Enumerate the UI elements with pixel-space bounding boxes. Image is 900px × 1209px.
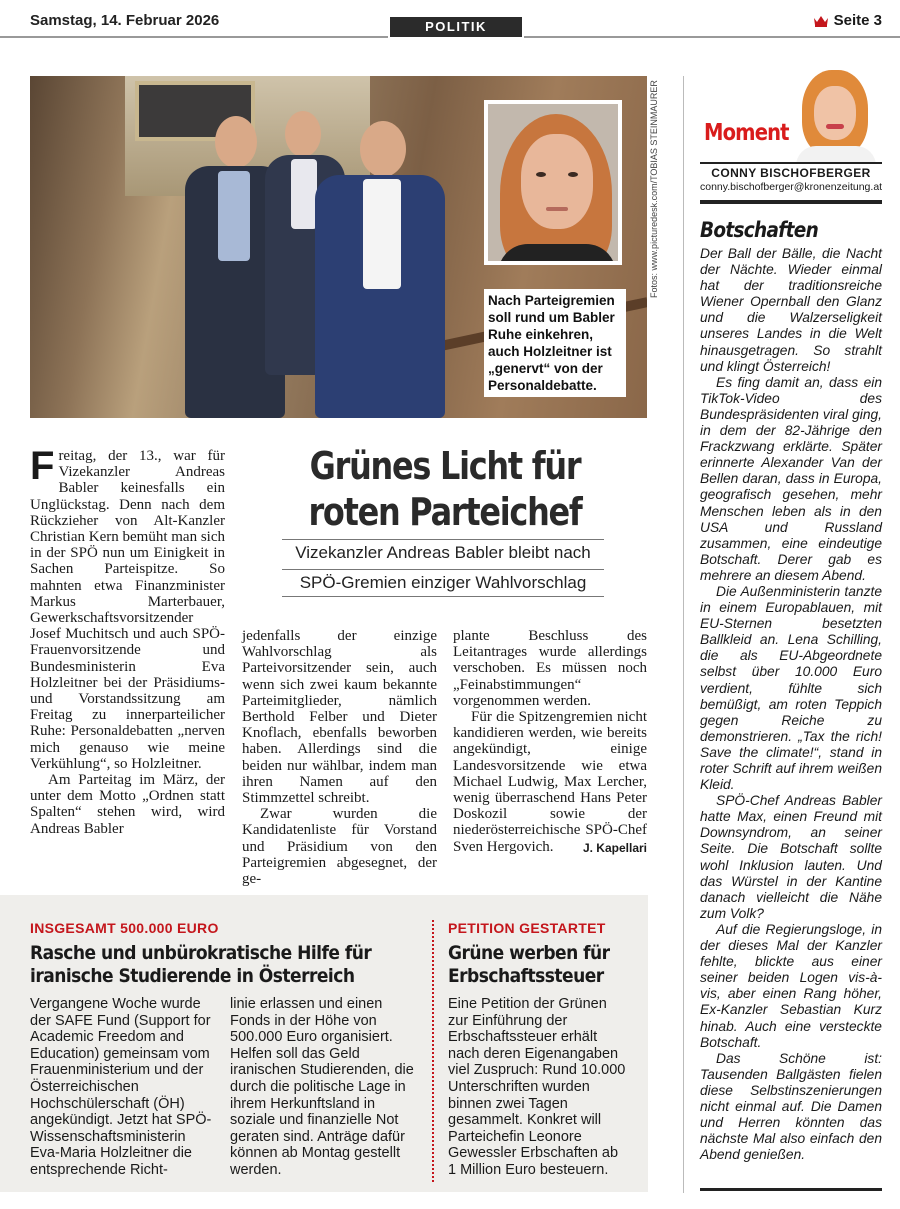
box-right-text: Eine Petition der Grünen zur Einführung der Erbschaftssteuer erhält nach deren Eigenangaben viel Zuspruch: Rund 10.000 Unterschriften wurden binnen zwei Tagen gesammelt. Konkret will Parteichefin Leonore Gewessler Erbschaften ab 1 Million Euro besteuern.	[448, 996, 626, 1178]
paragraph: Auf die Regierungsloge, in der dieses Mal der Kanzler fehlte, blickte aus einer seiner beiden Logen vis-à-vis, aber einen Rang höher, Ex-Kanzler Sebastian Kurz hinab. Auch eine versteckte Botschaft.	[700, 921, 882, 1050]
headline-line-2: roten Parteichef	[308, 490, 582, 534]
sidebar-divider	[683, 76, 684, 1193]
author-photo	[788, 66, 882, 162]
article-column-1	[30, 444, 225, 837]
paragraph: plante Beschluss des Leitantrages wurde allerdings verschoben. Es müssen noch „Feinabstimmungen“ vorgenommen werden.	[453, 628, 647, 709]
box-left-text-col-2: linie erlassen und einen Fonds in der Höhe von 500.000 Euro organisiert. Helfen soll das Geld iranischen Studierenden, die durch die politische Lage in ihrem Herkunftsland in soziale und finanzielle Not geraten sind. Anträge dafür können ab Montag gestellt werden.	[230, 996, 414, 1178]
box-divider	[432, 920, 434, 1182]
article-column-3	[453, 628, 647, 856]
paragraph: SPÖ-Chef Andreas Babler hatte Max, einen Freund mit Downsyndrom, an seiner Seite. Die Botschaft sollte wohl Inklusion lauten. Und das Würstel in der Kantine danach vielleicht die Nähe zum Volk?	[700, 793, 882, 921]
paragraph: reitag, der 13., war für Vizekanzler Andreas Babler keinesfalls ein Unglückstag. Denn nach dem Rückzieher von Alt-Kanzler Christian Kern bemüht man sich in der SPÖ nun um Einigkeit in Sachen Parteispitze. So mahnten etwa Finanzminister Markus Marterbauer, Gewerkschaftsvorsitzender Josef Muchitsch und auch SPÖ-Frauenvorsitzende und Bundesministerin Eva Holzleitner bei der Präsidiums- und Vorstandssitzung am Freitag zu innerparteilicher Ruhe: Personaldebatten „nerven mich genauso wie meine Verkühlung“, so Holzleitner.	[30, 448, 225, 772]
photo-credit	[647, 76, 661, 306]
headline-line-1: Grünes Licht für	[309, 444, 581, 488]
box-right-headline-line-1: Grüne werben für	[448, 942, 610, 964]
paragraph: Es fing damit an, dass ein TikTok-Video des Bundespräsidenten viral ging, in dem der 82-Jährige den Frackzwang erklärte. Später erinnerte Alexander Van der Bellen daran, dass in Europa, geografisch gesehen, mehr Menschen leben als in den USA und Russland zusammen, eine eindeutige Botschaft. Derer gab es mehrere an diesem Abend.	[700, 374, 882, 583]
column-author-email: conny.bischofberger@kronenzeitung.at	[700, 181, 883, 193]
article-author: J. Kapellari	[582, 840, 647, 855]
column-logo: Moment	[704, 120, 789, 146]
box-right-headline-line-2: Erbschaftssteuer	[448, 965, 604, 987]
paragraph: Der Ball der Bälle, die Nacht der Nächte. Wieder einmal hat der traditionsreiche Wiener Opernball den Glanz und die Walzerseligkeit unseres Landes in die Welt hinausgetragen. So strahlt und klingt Österreich!	[700, 246, 882, 374]
paragraph: Die Außenministerin tanzte in einem Europablauen, mit EU-Sternen besetzten Ballkleid an. Lena Schilling, die als EU-Abgeordnete selbst über 10.000 Euro verdient, fühlte sich bemüßigt, am roten Teppich gegen Reiche zu demonstrieren. „Tax the rich! Save the climate!“, stand in roter Schrift auf ihrem weißen Kleid.	[700, 583, 882, 793]
subheadline-line-2: SPÖ-Gremien einziger Wahlvorschlag	[282, 569, 604, 597]
page-number-label: Seite 3	[833, 12, 882, 29]
column-text	[700, 246, 882, 1163]
paragraph: Das Schöne ist: Tausenden Ballgästen fielen diese Selbstinszenierungen nicht einmal auf. Die Damen und Herren könnten das nächste Mal also einfach den Abend genießen.	[700, 1050, 882, 1163]
subheadline-line-1: Vizekanzler Andreas Babler bleibt nach	[282, 539, 604, 566]
crown-icon	[813, 14, 829, 27]
issue-date: Samstag, 14. Februar 2026	[30, 12, 220, 29]
inset-portrait	[484, 100, 622, 265]
paragraph: jedenfalls der einzige Wahlvorschlag als Parteivorsitzender sein, auch wenn sich zwei kaum bekannte Parteimitglieder, nämlich Berthold Felber und Dieter Knoflach, ebenfalls beworben haben. Allerdings sind die beiden nur wählbar, indem man ihren Namen auf den Stimmzettel schreibt.	[242, 628, 437, 807]
article-headline	[281, 443, 609, 535]
box-left-headline	[30, 942, 431, 988]
column-title: Botschaften	[700, 218, 819, 242]
sidebar-rule-bottom	[700, 1188, 882, 1191]
paragraph: Am Parteitag im März, der unter dem Motto „Ordnen statt Spalten“ stehen wird, wird Andreas Babler	[30, 772, 225, 837]
header-rule-left	[0, 36, 388, 38]
box-left-kicker: INSGESAMT 500.000 EURO	[30, 920, 219, 936]
article-column-2	[242, 628, 437, 887]
box-right-kicker: PETITION GESTARTET	[448, 920, 606, 936]
box-right-headline	[448, 942, 628, 988]
drop-cap: F	[30, 444, 55, 488]
photo-caption: Nach Parteigremien soll rund um Babler Ruhe einkehren, auch Holzleitner ist „genervt“ von der Personaldebatte.	[484, 289, 626, 397]
page-number	[813, 12, 882, 29]
sidebar-rule-top	[700, 162, 882, 164]
header-rule-right	[524, 36, 900, 38]
paragraph: Zwar wurden die Kandidatenliste für Vorstand und Präsidium von den Parteigremien abgesegnet, der ge-	[242, 806, 437, 888]
box-left-text-col-1: Vergangene Woche wurde der SAFE Fund (Support for Academic Freedom and Education) gemeinsam vom Frauenministerium und der Österreichischen Hochschülerschaft (ÖH) angekündigt. Jetzt hat SPÖ-Wissenschaftsministerin Eva-Maria Holzleitner die entsprechende Richt-	[30, 996, 212, 1178]
photo-credit-text: Fotos: www.picturedesk.com/TOBIAS STEINMAURER	[649, 80, 659, 298]
section-label: POLITIK	[390, 17, 522, 37]
column-author-name: CONNY BISCHOFBERGER	[711, 166, 871, 180]
box-left-headline-line-2: iranische Studierende in Österreich	[30, 965, 355, 987]
sidebar-rule-bold	[700, 200, 882, 204]
paragraph: Für die Spitzengremien nicht kandidieren werden, wie bereits angekündigt, einige Landesvorsitzende wie etwa Michael Ludwig, Max Lercher, wenig überraschend Hans Peter Doskozil sowie der niederösterreichische SPÖ-Chef Sven Hergovich.	[453, 709, 647, 855]
photo-person-right	[315, 121, 445, 418]
box-left-headline-line-1: Rasche und unbürokratische Hilfe für	[30, 942, 372, 964]
